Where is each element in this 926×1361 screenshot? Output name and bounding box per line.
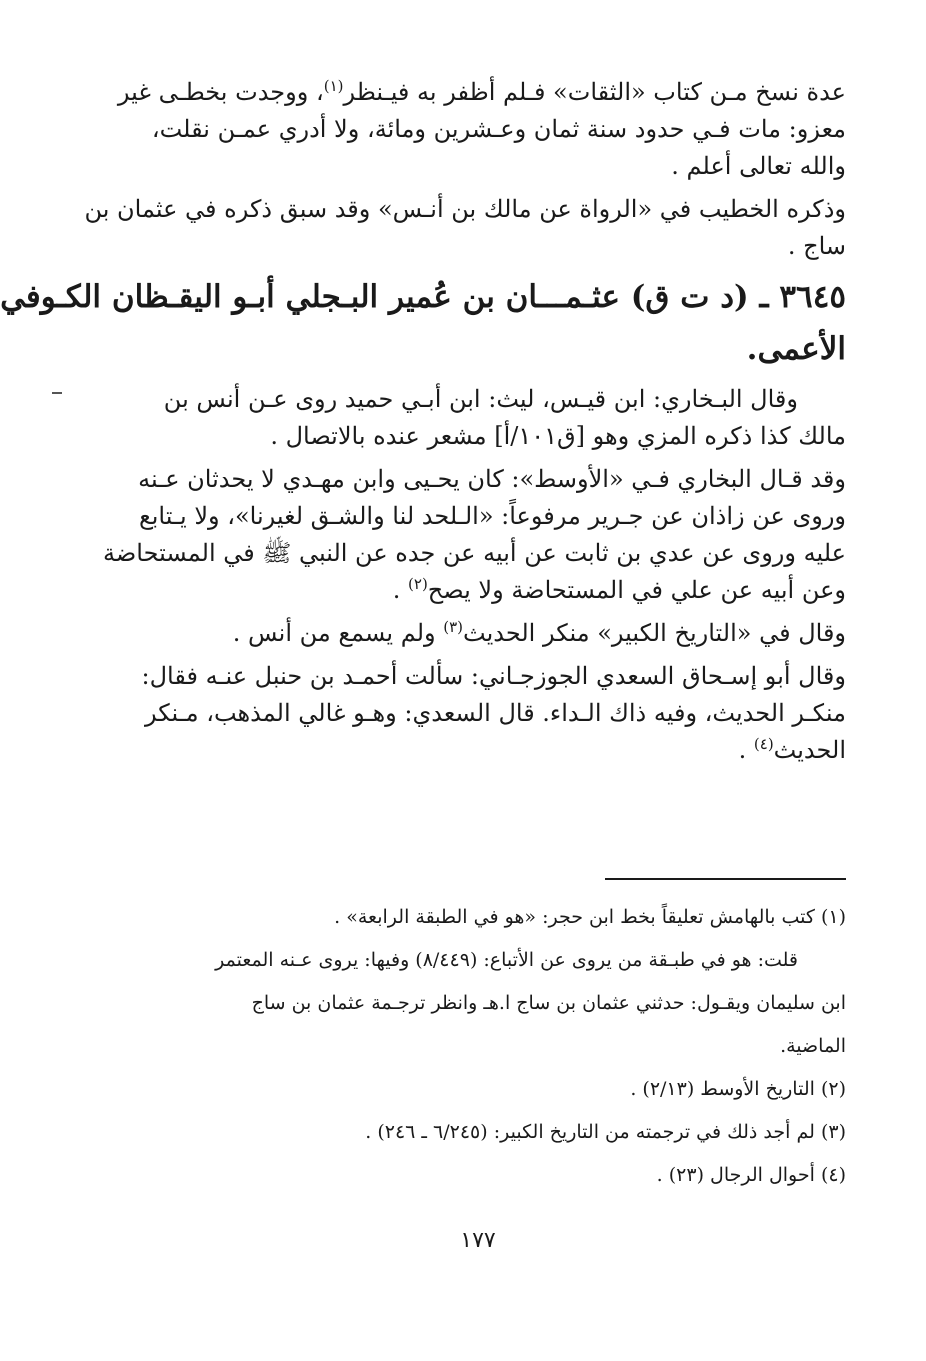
- footnotes: [130, 878, 846, 1197]
- text-line: منكـر الحديث، وفيه ذاك الـداء. قال السعدي: وهـو غالي المذهب، مـنكر: [144, 699, 846, 727]
- footnote-ref-3: (٣): [443, 618, 464, 636]
- text-segment: ولم يسمع من أنس .: [232, 619, 444, 647]
- footnote-2: (٢) التاريخ الأوسط (٢/١٣) .: [630, 1078, 846, 1100]
- page-number: ١٧٧: [460, 1228, 496, 1253]
- text-segment: ، ووجدت بخطـى غير: [117, 78, 324, 106]
- paragraph-1: [117, 74, 846, 185]
- text-segment: .: [738, 736, 754, 764]
- text-line: [117, 74, 846, 111]
- paragraph-6: [130, 658, 846, 769]
- entry-heading: [0, 271, 846, 375]
- text-line: وقد قـال البخاري فـي «الأوسط»: كان يحـيى وابن مهـدي لا يحدثان عـنه: [138, 465, 846, 493]
- main-text: [0, 74, 846, 769]
- footnote-4: (٤) أحوال الرجال (٢٣) .: [656, 1164, 846, 1186]
- paragraph-3: [130, 381, 846, 455]
- text-line: [130, 732, 846, 769]
- text-line: [130, 615, 846, 652]
- paragraph-2: [84, 191, 846, 265]
- text-segment: وعن أبيه عن علي في المستحاضة ولا يصح: [427, 576, 846, 604]
- text-line: وروى عن زاذان عن جـرير مرفوعاً: «الـلحد لنا والشـق لغيرنا»، ولا يـتابع: [138, 502, 846, 530]
- footnote-1-continuation: ابن سليمان ويقـول: حدثني عثمان بن ساج ا.هـ وانظر ترجـمة عثمان بن ساج: [251, 992, 846, 1014]
- text-line: معزو: مات فـي حدود سنة ثمان وعـشرين ومائة، ولا أدري عمـن نقلت،: [151, 115, 846, 143]
- text-line: وذكره الخطيب في «الرواة عن مالك بن أنـس» وقد سبق ذكره في عثمان بن: [84, 195, 846, 223]
- text-line: [130, 572, 846, 609]
- text-segment: عدة نسخ مـن كتاب «الثقات» فـلم أظفر به فيـنظر: [343, 78, 846, 106]
- footnote-1: (١) كتب بالهامش تعليقاً بخط ابن حجر: «هو في الطبقة الرابعة» .: [334, 906, 846, 928]
- entry-heading-line: الأعمى.: [746, 331, 846, 367]
- text-line: وقال البـخاري: ابن قيـس، ليث: ابن أبـي حميد روى عـن أنس بن: [163, 385, 798, 413]
- paragraph-4: [103, 461, 846, 609]
- footnote-ref-1: (١): [323, 77, 344, 95]
- entry-heading-line: ٣٦٤٥ ـ (د ت ق) عثـمـــان بن عُمير البـجلي أبـو اليقـظان الكـوفي: [0, 279, 846, 315]
- footnote-1-continuation: الماضية.: [780, 1035, 846, 1057]
- text-line: وقال أبو إسـحاق السعدي الجوزجـاني: سألت أحمـد بن حنبل عنـه فقال:: [141, 662, 846, 690]
- paragraph-5: [130, 615, 846, 652]
- text-line: مالك كذا ذكره المزي وهو [ق١٠١/أ] مشعر عنده بالاتصال .: [270, 422, 846, 450]
- text-line: والله تعالى أعلم .: [671, 152, 846, 180]
- text-segment: وقال في «التاريخ الكبير» منكر الحديث: [463, 619, 846, 647]
- text-segment: .: [392, 576, 409, 604]
- text-line: عليه وروى عن عدي بن ثابت عن أبيه عن جده عن النبي ﷺ في المستحاضة: [103, 539, 846, 567]
- footnote-3: (٣) لم أجد ذلك في ترجمته من التاريخ الكبير: (٦/٢٤٥ ـ ٢٤٦) .: [365, 1121, 846, 1143]
- footnote-ref-2: (٢): [408, 575, 428, 593]
- text-line: ساج .: [787, 232, 846, 260]
- scan-mark: [52, 392, 62, 394]
- footnote-divider: [605, 878, 846, 880]
- footnote-ref-4: (٤): [753, 735, 774, 753]
- footnote-1-continuation: قلت: هو في طبـقة من يروى عن الأتباع: (٨/٤٤٩) وفيها: يروى عـنه المعتمر: [215, 949, 798, 971]
- text-segment: الحديث: [773, 736, 846, 764]
